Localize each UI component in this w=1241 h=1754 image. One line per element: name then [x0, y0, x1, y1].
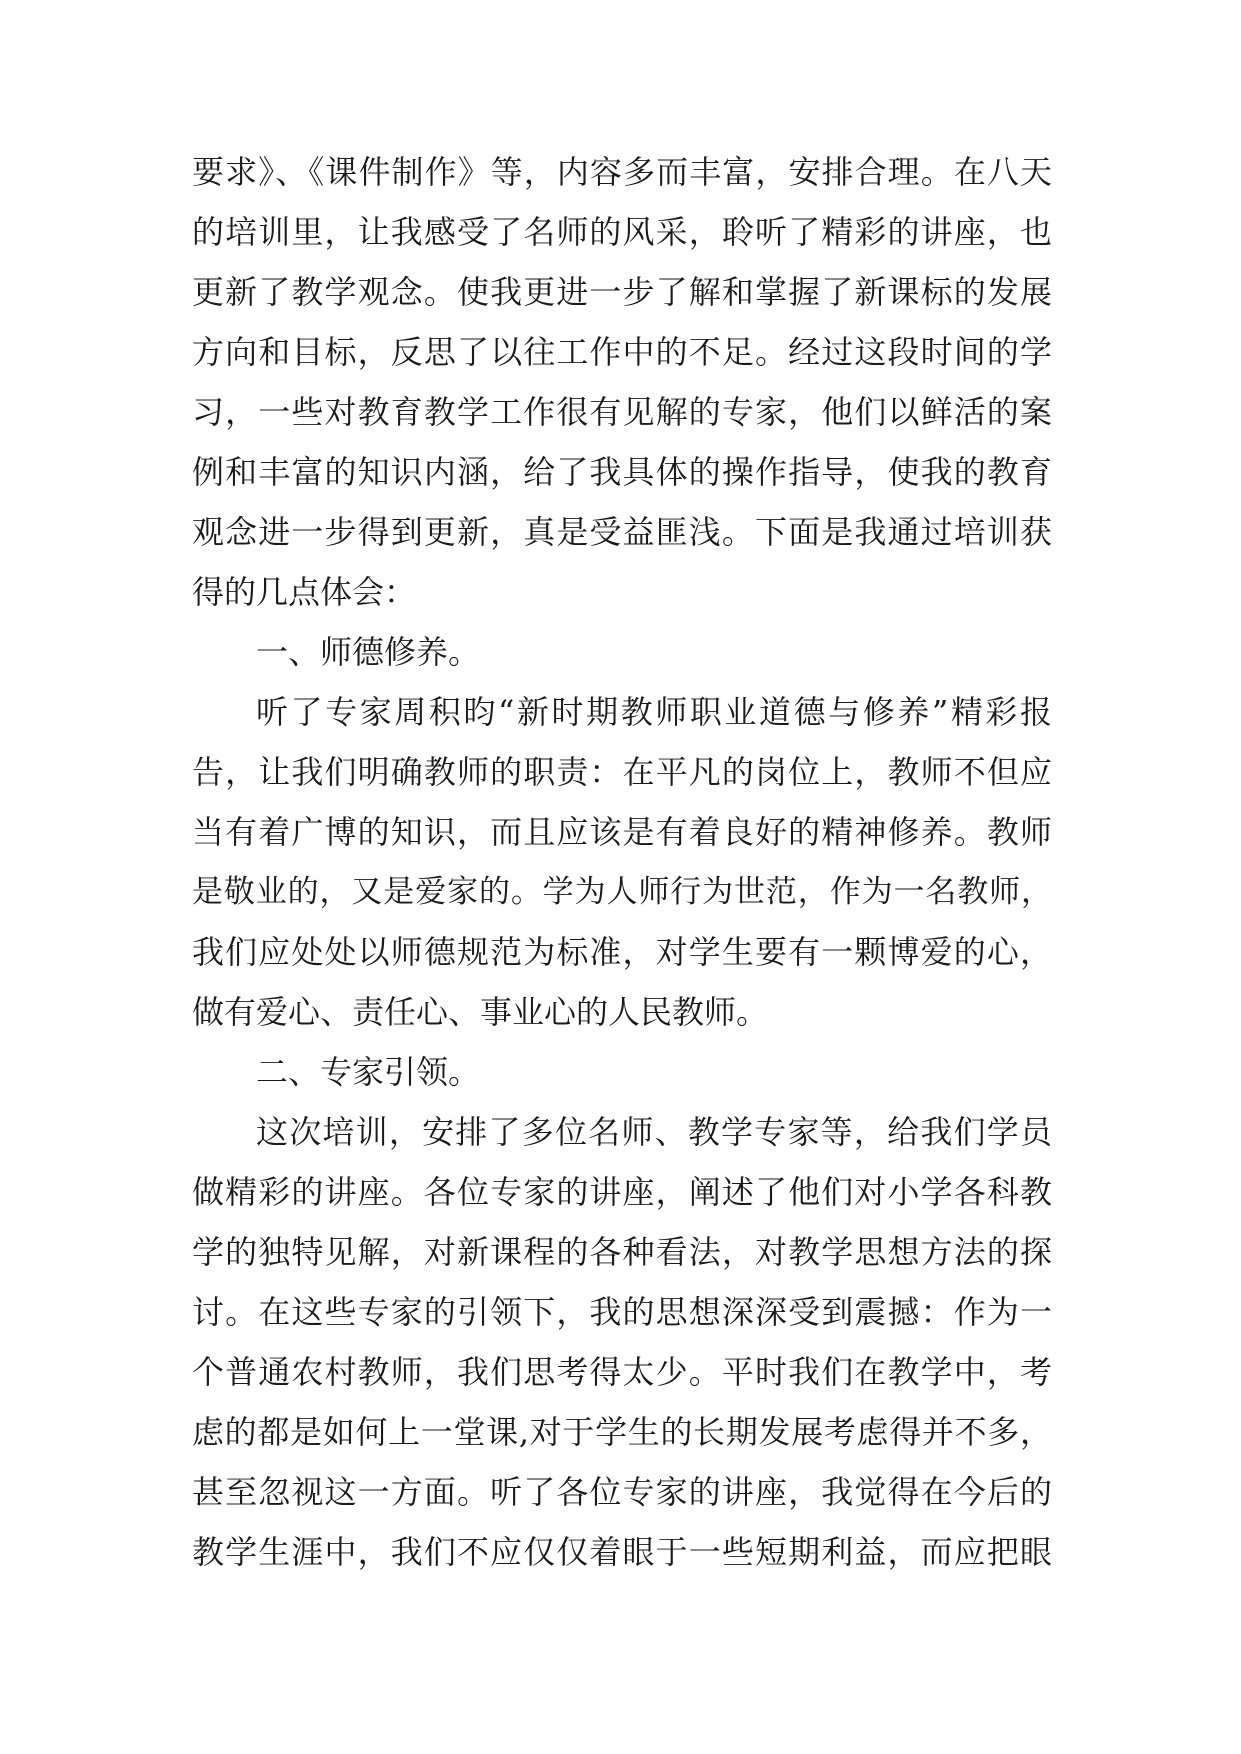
- text-line: 做有爱心、责任心、事业心的人民教师。: [192, 993, 769, 1031]
- text-line: 甚至忽视这一方面。听了各位专家的讲座，我觉得在今后的: [192, 1473, 1052, 1511]
- text-line: 更新了教学观念。使我更进一步了解和掌握了新课标的发展: [192, 273, 1052, 311]
- text-line: 例和丰富的知识内涵，给了我具体的操作指导，使我的教育: [192, 453, 1052, 491]
- text-line: 习，一些对教育教学工作很有见解的专家，他们以鲜活的案: [192, 393, 1052, 431]
- text-line: 要求》、《课件制作》等，内容多而丰富，安排合理。在八天: [192, 153, 1052, 191]
- text-line: 这次培训，安排了多位名师、教学专家等，给我们学员: [256, 1113, 1052, 1151]
- text-line: 我们应处处以师德规范为标准，对学生要有一颗博爱的心，: [192, 933, 1052, 971]
- text-line: 个普通农村教师，我们思考得太少。平时我们在教学中，考: [192, 1353, 1052, 1391]
- text-line: 当有着广博的知识，而且应该是有着良好的精神修养。教师: [192, 813, 1052, 851]
- text-line: 告，让我们明确教师的职责：在平凡的岗位上，教师不但应: [192, 753, 1052, 791]
- text-line: 得的几点体会：: [192, 573, 417, 611]
- section-heading: 二、专家引领。: [256, 1053, 481, 1091]
- section-heading: 一、师德修养。: [256, 633, 481, 671]
- text-line: 观念进一步得到更新，真是受益匪浅。下面是我通过培训获: [192, 513, 1052, 551]
- text-line: 方向和目标，反思了以往工作中的不足。经过这段时间的学: [192, 333, 1052, 371]
- text-line: 做精彩的讲座。各位专家的讲座，阐述了他们对小学各科教: [192, 1173, 1052, 1211]
- text-line: 教学生涯中，我们不应仅仅着眼于一些短期利益，而应把眼: [192, 1533, 1052, 1571]
- text-line: 是敬业的，又是爱家的。学为人师行为世范，作为一名教师，: [192, 874, 1052, 910]
- text-line: 听了专家周积昀“新时期教师职业道德与修养”精彩报: [256, 693, 1052, 731]
- text-line: 的培训里，让我感受了名师的风采，聆听了精彩的讲座，也: [192, 213, 1052, 251]
- text-line: 虑的都是如何上一堂课,对于学生的长期发展考虑得并不多，: [192, 1413, 1052, 1451]
- text-line: 讨。在这些专家的引领下，我的思想深深受到震撼：作为一: [192, 1293, 1052, 1331]
- text-line: 学的独特见解，对新课程的各种看法，对教学思想方法的探: [192, 1233, 1052, 1271]
